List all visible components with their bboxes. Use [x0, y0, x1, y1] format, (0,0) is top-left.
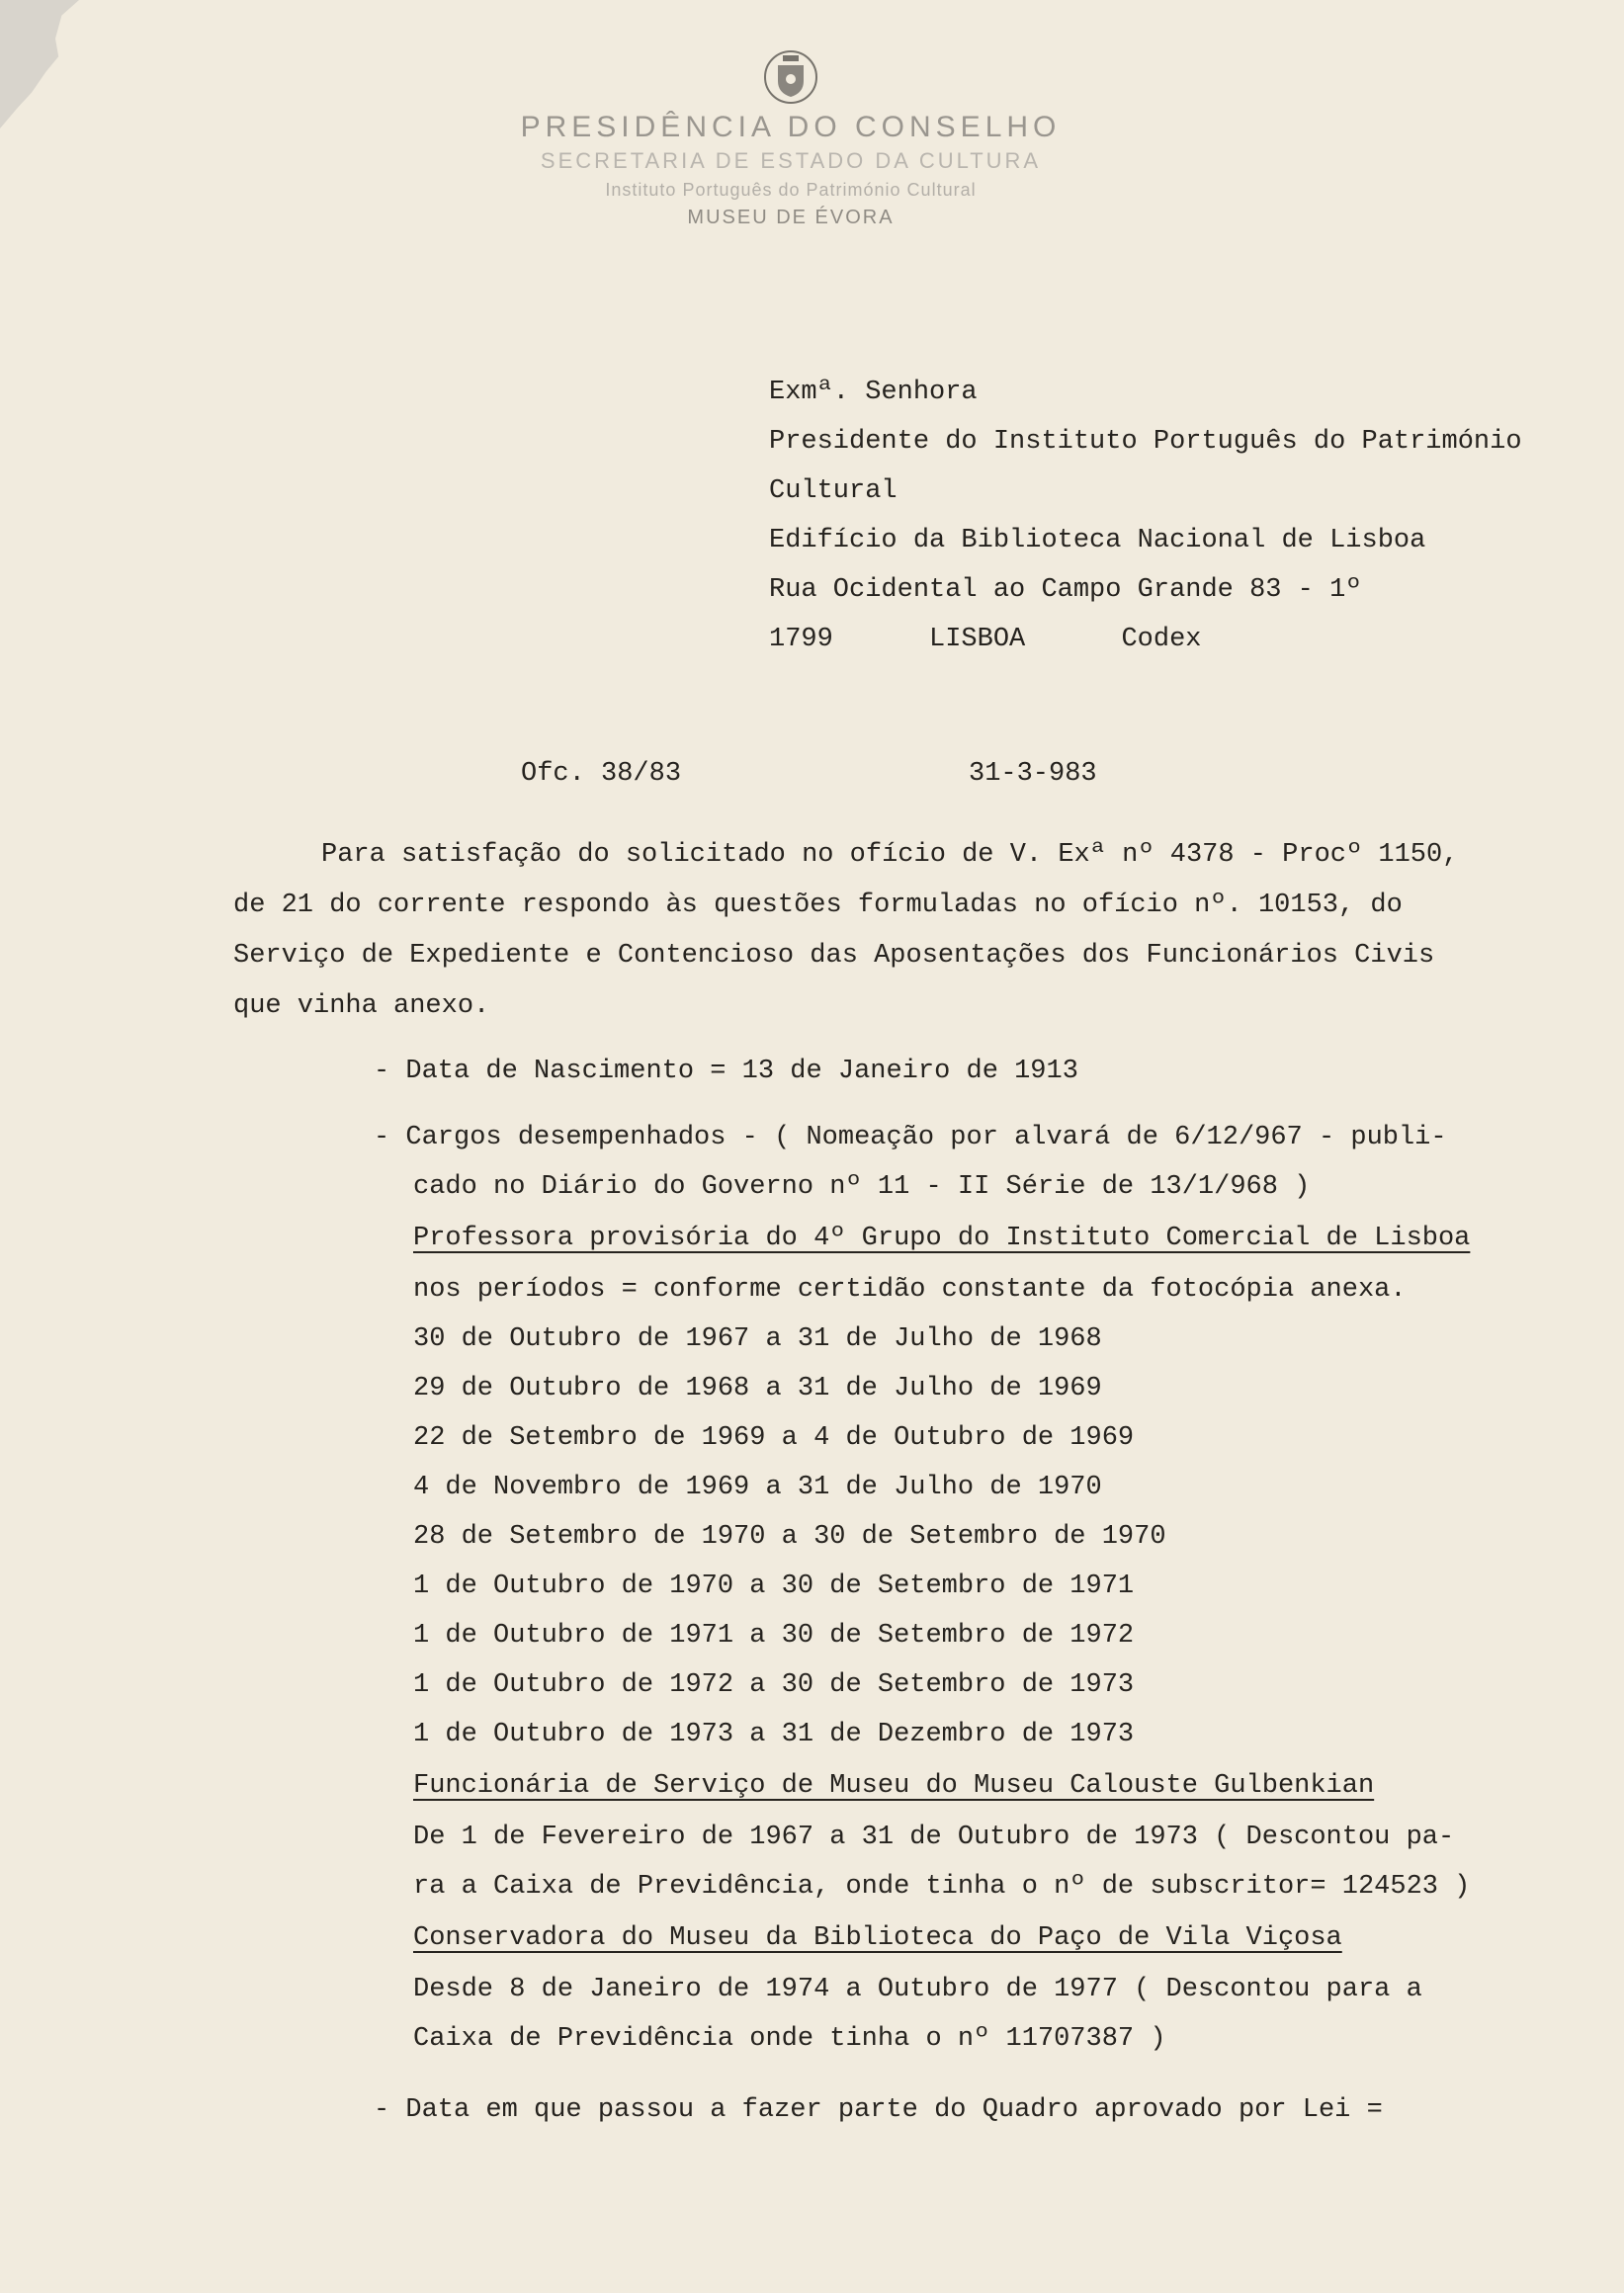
cargos-line-2: cado no Diário do Governo nº 11 - II Série de 13/1/968 ) [413, 1172, 1311, 1202]
recipient-postcode: 1799 LISBOA Codex [769, 625, 1202, 654]
letterhead-presidencia: PRESIDÊNCIA DO CONSELHO [520, 111, 1062, 143]
periods-intro: nos períodos = conforme certidão constante da fotocópia anexa. [413, 1275, 1407, 1305]
letter-date: 31-3-983 [969, 759, 1097, 789]
intro-line-3: Serviço de Expediente e Contencioso das Aposentações dos Funcionários Civis [233, 941, 1435, 971]
letterhead-secretaria: SECRETARIA DE ESTADO DA CULTURA [540, 148, 1042, 173]
recipient-title-cont: Cultural [769, 476, 897, 506]
heading-professora: Professora provisória do 4º Grupo do Instituto Comercial de Lisboa [413, 1224, 1471, 1253]
recipient-salutation: Exmª. Senhora [769, 378, 978, 407]
period-item: 1 de Outubro de 1973 a 31 de Dezembro de 1973 [413, 1720, 1135, 1749]
intro-line-2: de 21 do corrente respondo às questões formuladas no ofício nº. 10153, do [233, 891, 1403, 920]
torn-corner [0, 0, 79, 128]
office-reference: Ofc. 38/83 [521, 759, 682, 789]
heading-gulbenkian: Funcionária de Serviço de Museu do Museu Calouste Gulbenkian [413, 1771, 1375, 1801]
birth-date: - Data de Nascimento = 13 de Janeiro de 1913 [374, 1057, 1078, 1086]
period-item: 1 de Outubro de 1972 a 30 de Setembro de 1973 [413, 1670, 1135, 1700]
period-item: 1 de Outubro de 1970 a 30 de Setembro de 1971 [413, 1571, 1135, 1601]
vicosa-line-1: Desde 8 de Janeiro de 1974 a Outubro de 1977 ( Descontou para a [413, 1975, 1422, 2004]
letterhead-instituto: Instituto Português do Património Cultural [605, 180, 977, 200]
recipient-street: Rua Ocidental ao Campo Grande 83 - 1º [769, 575, 1362, 605]
period-item: 29 de Outubro de 1968 a 31 de Julho de 1969 [413, 1374, 1102, 1403]
period-item: 28 de Setembro de 1970 a 30 de Setembro de 1970 [413, 1522, 1166, 1552]
coat-of-arms-icon [761, 47, 820, 107]
quadro-date: - Data em que passou a fazer parte do Quadro aprovado por Lei = [374, 2095, 1383, 2125]
intro-line-4: que vinha anexo. [233, 991, 490, 1021]
letterhead-stamp [514, 47, 1068, 229]
period-item: 1 de Outubro de 1971 a 30 de Setembro de 1972 [413, 1621, 1135, 1651]
recipient-building: Edifício da Biblioteca Nacional de Lisboa [769, 526, 1426, 555]
heading-vila-vicosa: Conservadora do Museu da Biblioteca do Paço de Vila Viçosa [413, 1923, 1342, 1953]
period-item: 30 de Outubro de 1967 a 31 de Julho de 1968 [413, 1324, 1102, 1354]
period-item: 4 de Novembro de 1969 a 31 de Julho de 1970 [413, 1473, 1102, 1502]
letterhead-museu: MUSEU DE ÉVORA [687, 207, 895, 228]
recipient-title: Presidente do Instituto Português do Património [769, 427, 1522, 457]
gulbenkian-line-1: De 1 de Fevereiro de 1967 a 31 de Outubro de 1973 ( Descontou pa- [413, 1823, 1455, 1852]
gulbenkian-line-2: ra a Caixa de Previdência, onde tinha o nº de subscritor= 124523 ) [413, 1872, 1471, 1902]
intro-line-1: Para satisfação do solicitado no ofício de V. Exª nº 4378 - Procº 1150, [321, 840, 1459, 870]
cargos-line-1: - Cargos desempenhados - ( Nomeação por alvará de 6/12/967 - publi- [374, 1123, 1447, 1152]
period-item: 22 de Setembro de 1969 a 4 de Outubro de 1969 [413, 1423, 1135, 1453]
vicosa-line-2: Caixa de Previdência onde tinha o nº 11707387 ) [413, 2024, 1166, 2054]
